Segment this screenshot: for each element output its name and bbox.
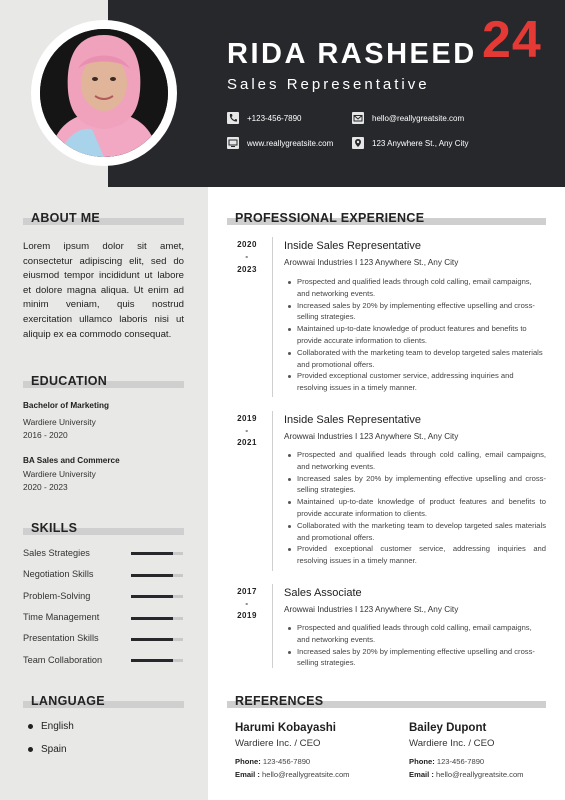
language-title: LANGUAGE [31,694,105,708]
list-item: Collaborated with the marketing team to develop targeted sales materials and promotional offers. [284,347,546,371]
job-end-year: 2021 [237,438,257,447]
skill-level-fill [131,595,173,598]
education-school: Wardiere University [23,417,96,427]
education-title: EDUCATION [31,374,108,388]
reference-email [409,770,524,779]
reference-company: Wardiere Inc. / CEO [235,738,321,749]
list-item: Provided exceptional customer service, addressing inquiries and resolving issues in a timely manner. [284,543,546,567]
website-contact [227,137,333,149]
phone-text: +123-456-7890 [247,113,302,123]
skill-level-bar [131,659,183,662]
reference-name: Bailey Dupont [409,722,487,734]
list-item: Maintained up-to-date knowledge of product features and benefits to provide accurate information to clients. [284,323,546,347]
education-degree: BA Sales and Commerce [23,456,120,465]
language-item [28,744,67,755]
job-company: Arowwai Industries I 123 Anywhere St., Any City [284,432,459,441]
job-bullets [284,276,546,394]
skill-level-bar [131,617,183,620]
email-value[interactable]: hello@reallygreatsite.com [262,770,350,779]
skill-name: Problem-Solving [23,591,91,601]
list-item: Increased sales by 20% by implementing effective upselling and cross-selling strategies. [284,473,546,497]
skill-level-fill [131,617,173,620]
list-item: Provided exceptional customer service, addressing inquiries and resolving issues in a timely manner. [284,370,546,394]
reference-company: Wardiere Inc. / CEO [409,738,495,749]
timeline-line [272,237,273,397]
skill-name: Presentation Skills [23,633,99,643]
skill-level-fill [131,659,173,662]
phone-icon [227,112,239,124]
job-title: Inside Sales Representative [284,414,421,426]
candidate-name: RIDA RASHEED [227,38,477,70]
phone-value: 123-456-7890 [436,757,485,766]
address-contact [352,137,469,149]
skill-level-fill [131,638,173,641]
education-school: Wardiere University [23,469,96,479]
job-bullets [284,622,546,669]
job-title: Inside Sales Representative [284,240,421,252]
language-label: English [41,721,74,732]
list-item: Prospected and qualified leads through cold calling, email campaigns, and networking events. [284,449,546,473]
email-contact [352,112,464,124]
skill-level-fill [131,574,173,577]
website-text[interactable]: www.reallygreatsite.com [247,138,334,148]
phone-label: Phone: [235,757,261,766]
job-title: Sales Associate [284,587,362,599]
education-degree: Bachelor of Marketing [23,401,109,410]
reference-email [235,770,350,779]
bullet-dot [28,724,33,729]
reference-name: Harumi Kobayashi [235,722,336,734]
phone-contact [227,112,302,124]
job-company: Arowwai Industries I 123 Anywhere St., Any City [284,605,459,614]
skill-name: Team Collaboration [23,655,103,665]
email-icon [352,112,364,124]
skill-level-bar [131,574,183,577]
bullet-dot [28,747,33,752]
language-item [28,721,74,732]
job-end-year: 2023 [237,265,257,274]
list-item: Increased sales by 20% by implementing effective upselling and cross-selling strategies. [284,300,546,324]
job-year-dash: - [245,599,249,608]
job-end-year: 2019 [237,611,257,620]
job-start-year: 2019 [237,414,257,423]
skills-title: SKILLS [31,521,78,535]
skill-name: Time Management [23,612,100,622]
email-text[interactable]: hello@reallygreatsite.com [372,113,465,123]
badge-number: 24 [482,11,542,69]
address-text: 123 Anywhere St., Any City [372,138,469,148]
job-bullets [284,449,546,567]
phone-label: Phone: [409,757,435,766]
candidate-role: Sales Representative [227,76,430,93]
language-label: Spain [41,744,67,755]
phone-value: 123-456-7890 [262,757,311,766]
list-item: Prospected and qualified leads through cold calling, email campaigns, and networking events. [284,276,546,300]
job-year-dash: - [245,426,249,435]
list-item: Prospected and qualified leads through cold calling, email campaigns, and networking events. [284,622,546,646]
list-item: Collaborated with the marketing team to develop targeted sales materials and promotional offers. [284,520,546,544]
references-title: REFERENCES [235,694,324,708]
skill-name: Sales Strategies [23,548,90,558]
email-label: Email : [235,770,260,779]
email-label: Email : [409,770,434,779]
skill-level-bar [131,595,183,598]
education-years: 2016 - 2020 [23,430,68,440]
list-item: Maintained up-to-date knowledge of product features and benefits to provide accurate information to clients. [284,496,546,520]
email-value[interactable]: hello@reallygreatsite.com [436,770,524,779]
about-text: Lorem ipsum dolor sit amet, consectetur adipiscing elit, sed do eiusmod tempor incididunt ut labore et dolore magna aliqua. Ut enim ad minim veniam, quis nostrud exercitation ullamco laboris nisi ut aliquip ex ea commodo consequat. [23,241,184,340]
job-year-dash: - [245,252,249,261]
location-pin-icon [352,137,364,149]
about-title: ABOUT ME [31,211,101,225]
list-item: Increased sales by 20% by implementing effective upselling and cross-selling strategies. [284,646,546,670]
skill-name: Negotiation Skills [23,569,94,579]
reference-phone [235,757,310,766]
computer-icon [227,137,239,149]
reference-phone [409,757,484,766]
job-company: Arowwai Industries I 123 Anywhere St., Any City [284,258,459,267]
education-years: 2020 - 2023 [23,482,68,492]
job-start-year: 2017 [237,587,257,596]
job-start-year: 2020 [237,240,257,249]
skill-level-fill [131,552,173,555]
skill-level-bar [131,638,183,641]
timeline-line [272,584,273,668]
timeline-line [272,411,273,571]
profile-photo [40,29,168,157]
experience-title: PROFESSIONAL EXPERIENCE [235,211,425,225]
skill-level-bar [131,552,183,555]
